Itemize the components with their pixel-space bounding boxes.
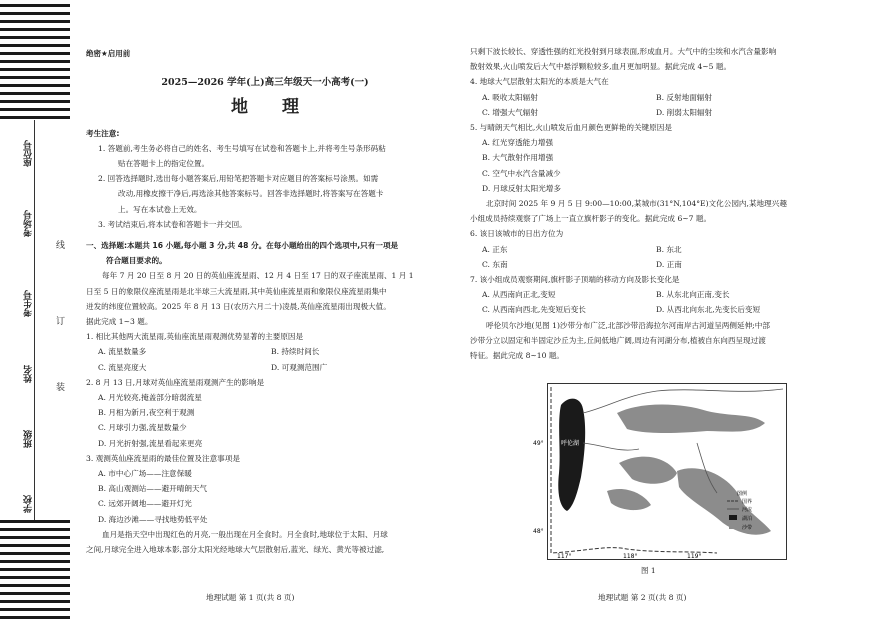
material-line: 沙带分立以固定和半固定沙丘为主,丘间低地广阔,周边有河湖分布,植被自东向西呈现过渡 xyxy=(470,335,766,345)
notice-heading: 考生注意: xyxy=(86,128,120,138)
lon-label-119: 119° xyxy=(687,553,702,560)
field-exam-room: 考场号 xyxy=(24,210,34,237)
stripe-band-top xyxy=(0,4,70,124)
material-line: 只剩下波长较长、穿透性强的红光投射到月球表面,形成血月。大气中的尘埃和水汽含量影响 xyxy=(470,47,777,56)
option-d[interactable]: D. 正南 xyxy=(656,259,682,269)
option-c[interactable]: C. 月球引力强,流星数量少 xyxy=(98,423,187,433)
material-line: 北京时间 2025 年 9 月 5 日 9:00—10:00,某城市(31°N,104°E)文化公园内,某地理兴趣 xyxy=(486,199,787,209)
question-stem: 7. 该小组成员观察期间,旗杆影子顶端的移动方向及影长变化是 xyxy=(470,275,680,285)
material-line: 日至 5 日的象限仪座流星雨是北半球三大流星雨,其中英仙座流星雨和象限仪座流星雨集中 xyxy=(86,286,387,296)
question-stem: 1. 相比其他两大流星雨,英仙座流星雨观测优势显著的主要原因是 xyxy=(86,332,304,342)
question-4 xyxy=(470,74,830,120)
option-a[interactable]: A. 吸收太阳辐射 xyxy=(482,92,538,102)
material-line: 小组成员持续观察了广场上一直立旗杆影子的变化。据此完成 6~7 题。 xyxy=(470,214,712,224)
option-a[interactable]: A. 月光较亮,掩盖部分暗弱流星 xyxy=(98,393,202,403)
cut-mark-line: 线 xyxy=(56,241,66,251)
option-b[interactable]: B. 月相为新月,夜空利于观测 xyxy=(98,408,195,418)
secret-label: 绝密★启用前 xyxy=(86,49,131,58)
notice-line: 改动,用橡皮擦干净后,再选涂其他答案标号。回答非选择题时,将答案写在答题卡 xyxy=(118,189,384,199)
question-stem: 5. 与晴朗天气相比,火山喷发后血月颜色更鲜艳的关键原因是 xyxy=(470,123,672,133)
fill-line xyxy=(34,120,35,520)
material-line: 之间,月球完全进入地球本影,部分太阳光经地球大气层散射后,蓝光、绿光、黄光等被过滤, xyxy=(86,545,385,555)
material-line: 特征。据此完成 8~10 题。 xyxy=(470,351,565,361)
option-a[interactable]: A. 红光穿透能力增强 xyxy=(482,138,554,148)
option-b[interactable]: B. 从东北向正南,变长 xyxy=(656,290,730,300)
option-b[interactable]: B. 反射地面辐射 xyxy=(656,92,712,102)
material-line: 血月是指天空中出现红色的月亮,一般出现在月全食时。月全食时,地球位于太阳、月球 xyxy=(102,529,388,539)
option-d[interactable]: D. 海边沙滩——寻找地势低平处 xyxy=(98,514,208,524)
question-6 xyxy=(470,226,830,272)
left-page xyxy=(86,44,444,557)
question-2 xyxy=(86,375,444,451)
hulunbuir-map xyxy=(533,383,787,560)
notice-line: 1. 答题前,考生务必将自己的姓名、考生号填写在试卷和答题卡上,并将考生号条形码粘 xyxy=(98,143,386,153)
option-a[interactable]: A. 正东 xyxy=(482,244,508,254)
option-d[interactable]: D. 月光折射强,流星看起来更亮 xyxy=(98,438,203,448)
material-line: 迸发的纬度位置较高。2025 年 8 月 13 日(农历六月二十)凌晨,英仙座流星雨出现极大值。 xyxy=(86,301,391,311)
option-a[interactable]: A. 市中心广场——注意保暖 xyxy=(98,469,192,479)
option-c[interactable]: C. 远郊开阔地——避开灯光 xyxy=(98,499,192,509)
notice-line: 贴在答题卡上的指定位置。 xyxy=(118,159,210,169)
option-c[interactable]: C. 东南 xyxy=(482,259,508,269)
material-shadow xyxy=(470,196,830,226)
subject-title: 地 理 xyxy=(231,97,313,118)
question-stem: 2. 8 月 13 日,月球对英仙座流星雨观测产生的影响是 xyxy=(86,377,265,387)
legend-lake: 湖泊 xyxy=(742,516,753,522)
field-class: 班级 xyxy=(24,430,34,448)
option-d[interactable]: D. 可观测范围广 xyxy=(271,362,328,372)
lon-label-118: 118° xyxy=(623,553,638,560)
question-stem: 4. 地球大气层散射太阳光的本质是大气在 xyxy=(470,77,609,87)
notice-item-1 xyxy=(86,141,444,171)
right-page xyxy=(470,44,830,363)
cut-mark-pack: 装 xyxy=(56,383,66,393)
legend-river: 河流 xyxy=(742,507,753,513)
legend-title: 图例 xyxy=(737,491,748,497)
lon-label-117: 117° xyxy=(557,553,572,560)
legend-border: 国界 xyxy=(742,499,753,505)
legend-sand-swatch xyxy=(729,524,737,529)
question-stem: 6. 该日该城市的日出方位为 xyxy=(470,229,564,239)
field-school: 学校 xyxy=(24,495,34,513)
question-3 xyxy=(86,451,444,527)
material-line: 呼伦贝尔沙地(见图 1)沙带分布广泛,北部沙带沿海拉尔河南岸古河道呈两侧延伸;中部 xyxy=(486,320,770,330)
material-sandland xyxy=(470,318,830,364)
option-d[interactable]: D. 月球反射太阳光增多 xyxy=(482,183,561,193)
lat-label-49: 49° xyxy=(533,440,544,447)
option-c[interactable]: C. 流星亮度大 xyxy=(98,362,147,372)
lake-label: 呼伦湖 xyxy=(561,440,580,447)
question-5 xyxy=(470,120,830,196)
option-a[interactable]: A. 流星数量多 xyxy=(98,347,147,357)
option-b[interactable]: B. 大气散射作用增强 xyxy=(482,153,554,163)
exam-title: 2025—2026 学年(上)高三年级天一小高考(一) xyxy=(161,77,369,89)
footer-right: 地理试题 第 2 页(共 8 页) xyxy=(598,593,687,602)
notice-line: 上。写在本试卷上无效。 xyxy=(118,204,202,214)
section-heading xyxy=(86,238,444,268)
footer-left: 地理试题 第 1 页(共 8 页) xyxy=(206,593,295,602)
material-line: 散射效果,火山喷发后大气中悬浮颗粒较多,血月更加明显。据此完成 4~5 题。 xyxy=(470,62,732,72)
option-c[interactable]: C. 空气中水汽含量减少 xyxy=(482,168,561,178)
legend-sand: 沙带 xyxy=(742,525,753,531)
option-b[interactable]: B. 东北 xyxy=(656,244,682,254)
material-line: 每年 7 月 20 日至 8 月 20 日的英仙座流星雨、12 月 4 日至 17 日的双子座流星雨、1 月 1 xyxy=(102,271,414,281)
material-blood-moon-part2 xyxy=(470,44,830,74)
lat-label-48: 48° xyxy=(533,528,544,535)
notice-line: 2. 回答选择题时,选出每小题答案后,用铅笔把答题卡对应题目的答案标号涂黑。如需 xyxy=(98,174,379,184)
option-c[interactable]: C. 增强大气辐射 xyxy=(482,107,538,117)
notice-item-3 xyxy=(86,217,444,232)
option-a[interactable]: A. 从西南向正北,变短 xyxy=(482,290,556,300)
question-stem: 3. 观测英仙座流星雨的最佳位置及注意事项是 xyxy=(86,453,240,463)
section-line: 一、选择题:本题共 16 小题,每小题 3 分,共 48 分。在每小题给出的四个选项中,只有一项是 xyxy=(86,241,399,251)
binding-margin xyxy=(0,0,70,630)
material-meteor xyxy=(86,268,444,329)
notice-line: 3. 考试结束后,将本试卷和答题卡一并交回。 xyxy=(98,219,247,229)
stripe-band-bottom xyxy=(0,520,70,624)
question-1 xyxy=(86,329,444,375)
section-line: 符合题目要求的。 xyxy=(106,256,167,266)
notice-item-2 xyxy=(86,171,444,217)
material-line: 据此完成 1~3 题。 xyxy=(86,317,153,327)
field-student-id: 考生号 xyxy=(24,290,34,317)
field-seat: 座位号 xyxy=(24,140,34,167)
material-blood-moon-part1 xyxy=(86,527,444,557)
question-7 xyxy=(470,272,830,318)
field-name: 姓名 xyxy=(24,365,34,383)
option-d[interactable]: D. 从西北向东北,先变长后变短 xyxy=(656,305,761,315)
option-d[interactable]: D. 削弱太阳辐射 xyxy=(656,107,713,117)
option-b[interactable]: B. 高山观测站——避开晴朗天气 xyxy=(98,484,208,494)
map-caption: 图 1 xyxy=(641,566,656,575)
legend-lake-swatch xyxy=(729,515,737,520)
option-b[interactable]: B. 持续时间长 xyxy=(271,347,320,357)
option-c[interactable]: C. 从西南向西北,先变短后变长 xyxy=(482,305,586,315)
cut-mark-bind: 订 xyxy=(56,317,66,327)
